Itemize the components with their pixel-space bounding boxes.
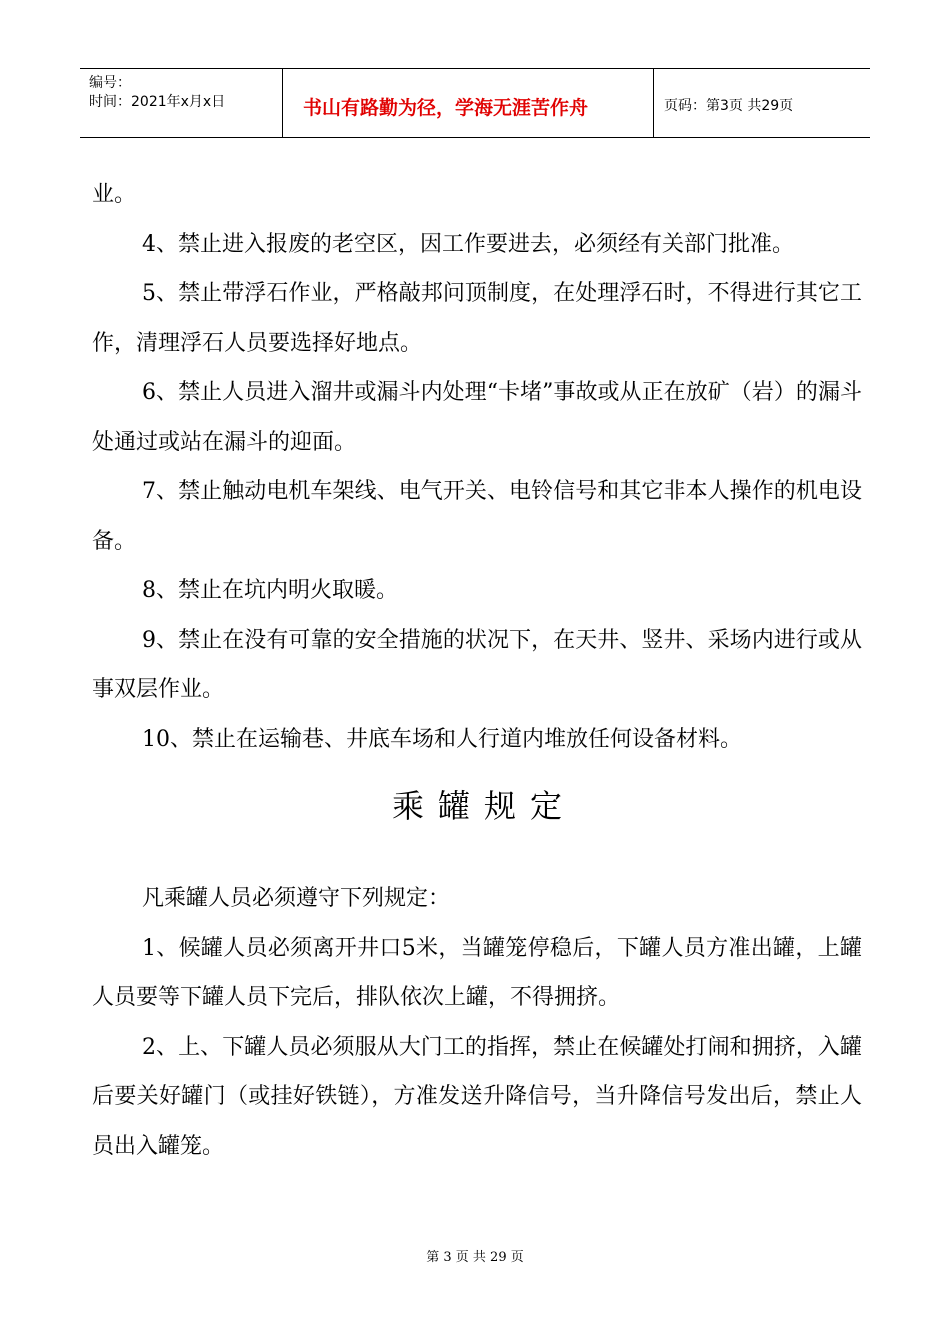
rule-item-5: 5、禁止带浮石作业，严格敲邦问顶制度，在处理浮石时，不得进行其它工作，清理浮石人员要选择好地点。 — [92, 281, 862, 356]
cage-rule-item-2: 2、上、下罐人员必须服从大门工的指挥，禁止在候罐处打闹和拥挤，入罐后要关好罐门（或挂好铁链），方准发送升降信号，当升降信号发出后，禁止人员出入罐笼。 — [92, 1034, 862, 1159]
paragraph-continuation: 业。 — [92, 182, 137, 207]
section-intro: 凡乘罐人员必须遵守下列规定： — [142, 886, 451, 911]
header-motto-cell — [283, 69, 654, 137]
rule-item-4: 4、禁止进入报废的老空区，因工作要进去，必须经有关部门批准。 — [142, 231, 794, 257]
cage-rule-item-1: 1、候罐人员必须离开井口5米，当罐笼停稳后，下罐人员方准出罐，上罐人员要等下罐人员下完后，排队依次上罐，不得拥挤。 — [92, 935, 862, 1010]
header-page-cell — [654, 69, 870, 137]
rule-item-7: 7、禁止触动电机车架线、电气开关、电铃信号和其它非本人操作的机电设备。 — [92, 479, 862, 554]
document-number-label: 编号： — [89, 75, 131, 91]
rule-item-10: 10、禁止在运输巷、井底车场和人行道内堆放任何设备材料。 — [142, 726, 742, 752]
document-time-label: 时间：2021年x月x日 — [89, 94, 226, 110]
page-header — [80, 68, 870, 138]
header-motto: 书山有路勤为径，学海无涯苦作舟 — [303, 97, 589, 119]
rule-item-8: 8、禁止在坑内明火取暖。 — [142, 578, 398, 603]
document-body — [92, 170, 862, 1171]
header-meta-cell — [80, 69, 283, 137]
page-footer: 第 3 页 共 29 页 — [426, 1250, 524, 1265]
header-page-number: 页码：第3页 共29页 — [664, 98, 794, 114]
section-title: 乘罐规定 — [391, 787, 576, 825]
rule-item-9: 9、禁止在没有可靠的安全措施的状况下，在天井、竖井、采场内进行或从事双层作业。 — [92, 627, 862, 702]
rule-item-6: 6、禁止人员进入溜井或漏斗内处理“卡堵”事故或从正在放矿（岩）的漏斗处通过或站在漏斗的迎面。 — [92, 380, 862, 455]
